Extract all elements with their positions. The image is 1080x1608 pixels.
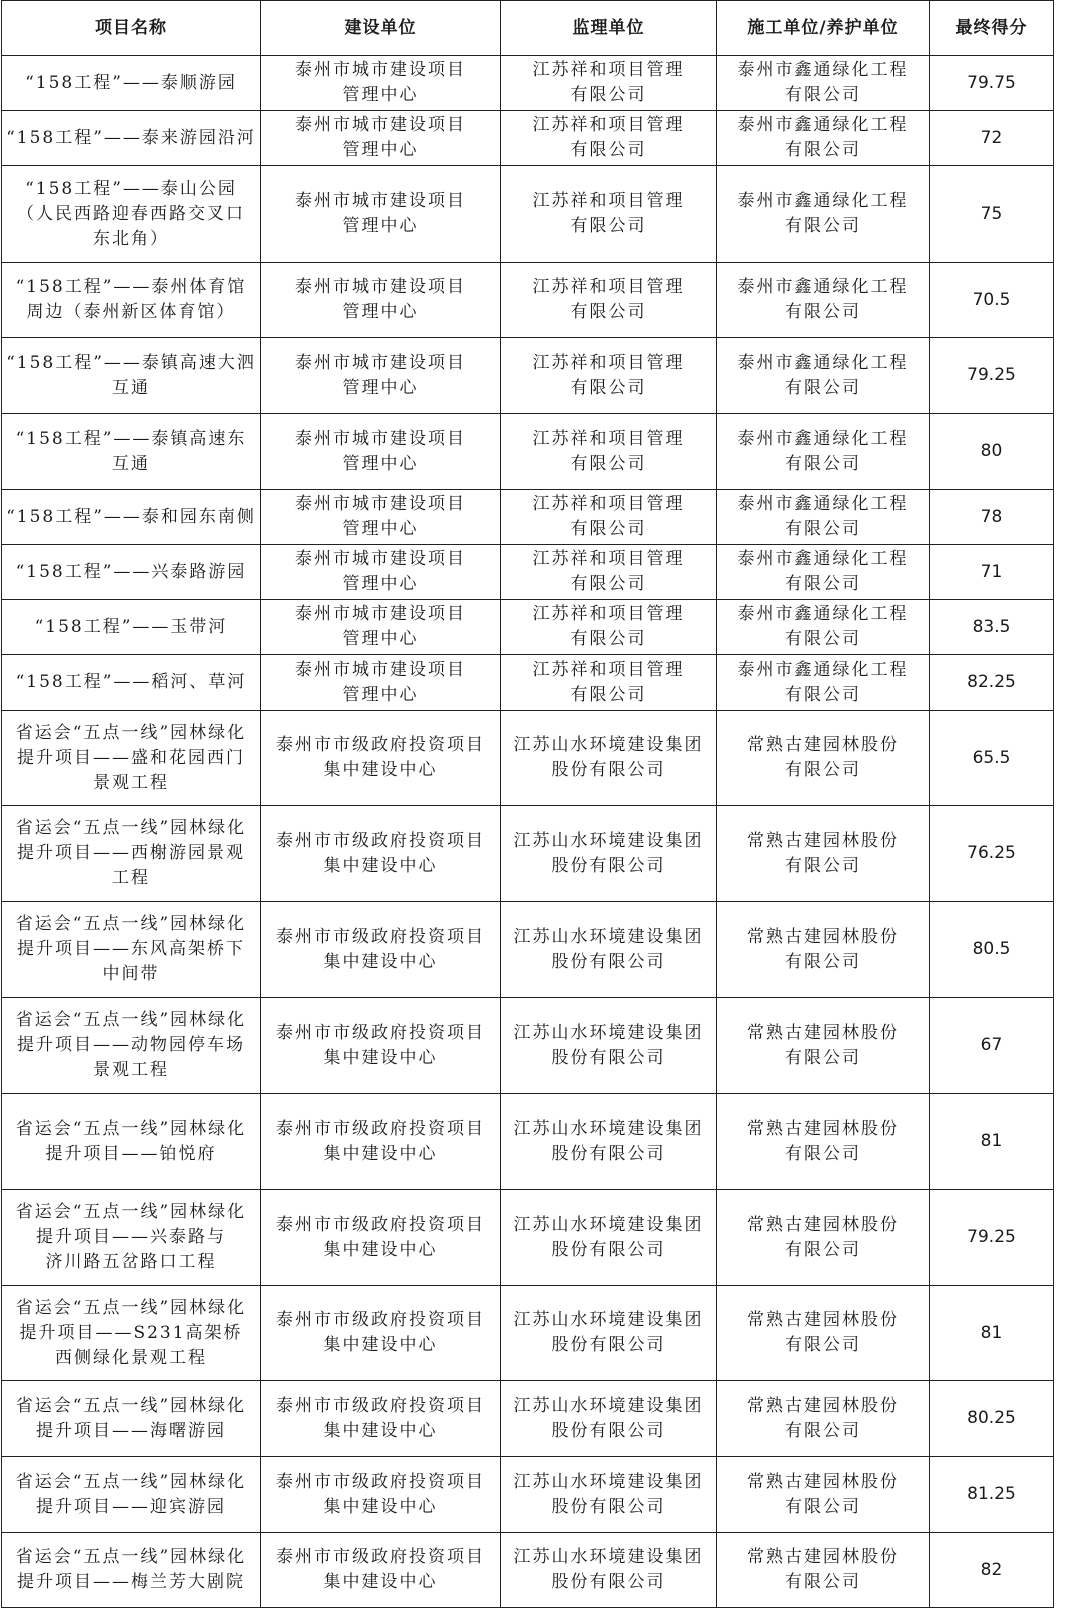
supervisor-cell: 江苏山水环境建设集团 股份有限公司: [501, 902, 717, 998]
contractor-cell: 常熟古建园林股份 有限公司: [717, 1381, 930, 1457]
score-cell: 80: [930, 414, 1054, 490]
project-name-cell: 省运会“五点一线”园林绿化 提升项目——东风高架桥下 中间带: [2, 902, 261, 998]
project-name-cell: 省运会“五点一线”园林绿化 提升项目——S231高架桥 西侧绿化景观工程: [2, 1286, 261, 1381]
supervisor-cell: 江苏山水环境建设集团 股份有限公司: [501, 711, 717, 806]
table-row: [2, 166, 1054, 263]
score-cell: 83.5: [930, 600, 1054, 655]
table-row: [2, 56, 1054, 111]
supervisor-cell: 江苏祥和项目管理 有限公司: [501, 56, 717, 111]
contractor-cell: 泰州市鑫通绿化工程 有限公司: [717, 545, 930, 600]
project-name-cell: “158工程”——玉带河: [2, 600, 261, 655]
project-name-cell: “158工程”——兴泰路游园: [2, 545, 261, 600]
table-row: [2, 263, 1054, 338]
score-cell: 82.25: [930, 655, 1054, 711]
score-cell: 79.25: [930, 1190, 1054, 1286]
project-name-cell: “158工程”——泰镇高速东 互通: [2, 414, 261, 490]
builder-cell: 泰州市城市建设项目 管理中心: [261, 166, 501, 263]
table-row: [2, 655, 1054, 711]
project-name-cell: “158工程”——泰山公园 （人民西路迎春西路交叉口 东北角）: [2, 166, 261, 263]
score-cell: 70.5: [930, 263, 1054, 338]
score-cell: 80.25: [930, 1381, 1054, 1457]
table-row: [2, 711, 1054, 806]
table-row: [2, 111, 1054, 166]
project-name-cell: “158工程”——泰州体育馆 周边（泰州新区体育馆）: [2, 263, 261, 338]
builder-cell: 泰州市城市建设项目 管理中心: [261, 545, 501, 600]
builder-cell: 泰州市市级政府投资项目 集中建设中心: [261, 1190, 501, 1286]
contractor-cell: 常熟古建园林股份 有限公司: [717, 1533, 930, 1608]
project-name-cell: “158工程”——泰来游园沿河: [2, 111, 261, 166]
table-header: [2, 1, 1054, 56]
project-name-cell: “158工程”——泰顺游园: [2, 56, 261, 111]
contractor-cell: 泰州市鑫通绿化工程 有限公司: [717, 111, 930, 166]
project-name-cell: 省运会“五点一线”园林绿化 提升项目——西榭游园景观 工程: [2, 806, 261, 902]
supervisor-cell: 江苏山水环境建设集团 股份有限公司: [501, 1381, 717, 1457]
supervisor-cell: 江苏山水环境建设集团 股份有限公司: [501, 1094, 717, 1190]
score-cell: 81: [930, 1094, 1054, 1190]
builder-cell: 泰州市市级政府投资项目 集中建设中心: [261, 1381, 501, 1457]
builder-cell: 泰州市市级政府投资项目 集中建设中心: [261, 1533, 501, 1608]
project-name-cell: “158工程”——泰和园东南侧: [2, 490, 261, 545]
builder-cell: 泰州市城市建设项目 管理中心: [261, 655, 501, 711]
builder-cell: 泰州市城市建设项目 管理中心: [261, 490, 501, 545]
contractor-cell: 常熟古建园林股份 有限公司: [717, 902, 930, 998]
table-row: [2, 1381, 1054, 1457]
supervisor-cell: 江苏山水环境建设集团 股份有限公司: [501, 806, 717, 902]
contractor-cell: 常熟古建园林股份 有限公司: [717, 806, 930, 902]
score-cell: 80.5: [930, 902, 1054, 998]
supervisor-cell: 江苏山水环境建设集团 股份有限公司: [501, 1286, 717, 1381]
builder-cell: 泰州市城市建设项目 管理中心: [261, 338, 501, 414]
contractor-cell: 常熟古建园林股份 有限公司: [717, 1190, 930, 1286]
project-name-cell: 省运会“五点一线”园林绿化 提升项目——海曙游园: [2, 1381, 261, 1457]
score-cell: 67: [930, 998, 1054, 1094]
table-row: [2, 490, 1054, 545]
supervisor-cell: 江苏山水环境建设集团 股份有限公司: [501, 1533, 717, 1608]
table-row: [2, 806, 1054, 902]
project-name-cell: 省运会“五点一线”园林绿化 提升项目——铂悦府: [2, 1094, 261, 1190]
project-score-table: [1, 0, 1054, 1608]
header-score: 最终得分: [930, 1, 1054, 56]
contractor-cell: 常熟古建园林股份 有限公司: [717, 1094, 930, 1190]
project-name-cell: 省运会“五点一线”园林绿化 提升项目——动物园停车场 景观工程: [2, 998, 261, 1094]
contractor-cell: 泰州市鑫通绿化工程 有限公司: [717, 263, 930, 338]
table-row: [2, 1457, 1054, 1533]
score-cell: 72: [930, 111, 1054, 166]
builder-cell: 泰州市城市建设项目 管理中心: [261, 414, 501, 490]
supervisor-cell: 江苏山水环境建设集团 股份有限公司: [501, 998, 717, 1094]
project-name-cell: “158工程”——稻河、草河: [2, 655, 261, 711]
supervisor-cell: 江苏祥和项目管理 有限公司: [501, 166, 717, 263]
project-name-cell: 省运会“五点一线”园林绿化 提升项目——盛和花园西门 景观工程: [2, 711, 261, 806]
supervisor-cell: 江苏山水环境建设集团 股份有限公司: [501, 1190, 717, 1286]
contractor-cell: 泰州市鑫通绿化工程 有限公司: [717, 600, 930, 655]
score-cell: 79.75: [930, 56, 1054, 111]
project-name-cell: “158工程”——泰镇高速大泗 互通: [2, 338, 261, 414]
table-row: [2, 600, 1054, 655]
contractor-cell: 泰州市鑫通绿化工程 有限公司: [717, 490, 930, 545]
project-name-cell: 省运会“五点一线”园林绿化 提升项目——梅兰芳大剧院: [2, 1533, 261, 1608]
score-cell: 75: [930, 166, 1054, 263]
contractor-cell: 常熟古建园林股份 有限公司: [717, 1457, 930, 1533]
builder-cell: 泰州市城市建设项目 管理中心: [261, 111, 501, 166]
table-row: [2, 998, 1054, 1094]
contractor-cell: 泰州市鑫通绿化工程 有限公司: [717, 166, 930, 263]
builder-cell: 泰州市城市建设项目 管理中心: [261, 600, 501, 655]
table-row: [2, 414, 1054, 490]
contractor-cell: 泰州市鑫通绿化工程 有限公司: [717, 414, 930, 490]
supervisor-cell: 江苏祥和项目管理 有限公司: [501, 655, 717, 711]
table-row: [2, 1094, 1054, 1190]
score-cell: 81: [930, 1286, 1054, 1381]
project-name-cell: 省运会“五点一线”园林绿化 提升项目——迎宾游园: [2, 1457, 261, 1533]
table-row: [2, 902, 1054, 998]
score-cell: 71: [930, 545, 1054, 600]
builder-cell: 泰州市市级政府投资项目 集中建设中心: [261, 1457, 501, 1533]
header-project-name: 项目名称: [2, 1, 261, 56]
header-builder: 建设单位: [261, 1, 501, 56]
table-row: [2, 338, 1054, 414]
header-row: [2, 1, 1054, 56]
project-name-cell: 省运会“五点一线”园林绿化 提升项目——兴泰路与 济川路五岔路口工程: [2, 1190, 261, 1286]
supervisor-cell: 江苏祥和项目管理 有限公司: [501, 338, 717, 414]
table-row: [2, 1286, 1054, 1381]
score-cell: 79.25: [930, 338, 1054, 414]
contractor-cell: 泰州市鑫通绿化工程 有限公司: [717, 338, 930, 414]
table-row: [2, 545, 1054, 600]
supervisor-cell: 江苏祥和项目管理 有限公司: [501, 545, 717, 600]
builder-cell: 泰州市城市建设项目 管理中心: [261, 263, 501, 338]
table-row: [2, 1190, 1054, 1286]
supervisor-cell: 江苏山水环境建设集团 股份有限公司: [501, 1457, 717, 1533]
contractor-cell: 常熟古建园林股份 有限公司: [717, 711, 930, 806]
builder-cell: 泰州市市级政府投资项目 集中建设中心: [261, 998, 501, 1094]
contractor-cell: 常熟古建园林股份 有限公司: [717, 1286, 930, 1381]
builder-cell: 泰州市市级政府投资项目 集中建设中心: [261, 711, 501, 806]
score-cell: 82: [930, 1533, 1054, 1608]
contractor-cell: 泰州市鑫通绿化工程 有限公司: [717, 56, 930, 111]
contractor-cell: 常熟古建园林股份 有限公司: [717, 998, 930, 1094]
score-cell: 76.25: [930, 806, 1054, 902]
supervisor-cell: 江苏祥和项目管理 有限公司: [501, 263, 717, 338]
supervisor-cell: 江苏祥和项目管理 有限公司: [501, 600, 717, 655]
score-cell: 81.25: [930, 1457, 1054, 1533]
supervisor-cell: 江苏祥和项目管理 有限公司: [501, 414, 717, 490]
supervisor-cell: 江苏祥和项目管理 有限公司: [501, 111, 717, 166]
builder-cell: 泰州市市级政府投资项目 集中建设中心: [261, 1286, 501, 1381]
builder-cell: 泰州市城市建设项目 管理中心: [261, 56, 501, 111]
score-cell: 78: [930, 490, 1054, 545]
builder-cell: 泰州市市级政府投资项目 集中建设中心: [261, 902, 501, 998]
table-body: [2, 56, 1054, 1608]
header-contractor: 施工单位/养护单位: [717, 1, 930, 56]
table-row: [2, 1533, 1054, 1608]
builder-cell: 泰州市市级政府投资项目 集中建设中心: [261, 806, 501, 902]
builder-cell: 泰州市市级政府投资项目 集中建设中心: [261, 1094, 501, 1190]
supervisor-cell: 江苏祥和项目管理 有限公司: [501, 490, 717, 545]
header-supervisor: 监理单位: [501, 1, 717, 56]
contractor-cell: 泰州市鑫通绿化工程 有限公司: [717, 655, 930, 711]
score-cell: 65.5: [930, 711, 1054, 806]
